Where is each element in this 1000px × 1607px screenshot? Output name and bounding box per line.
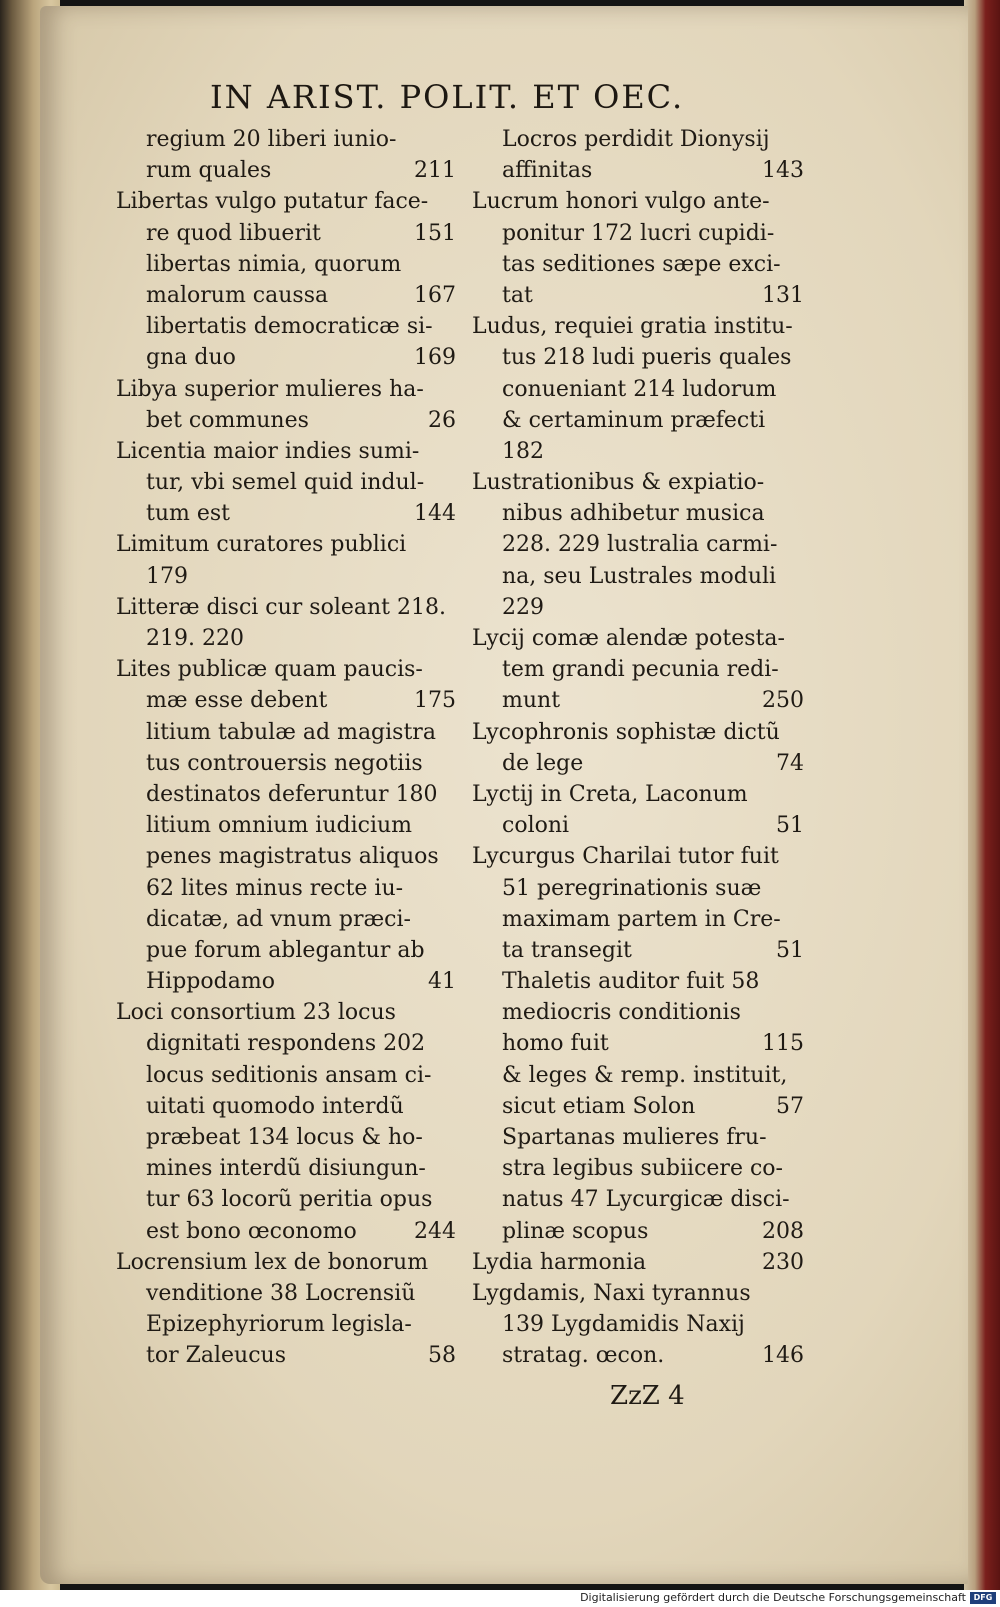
index-entry-line	[116, 1340, 456, 1371]
index-entry-line	[472, 841, 804, 872]
entry-text: destinatos deferuntur 180	[146, 781, 438, 807]
entry-text: 51 peregrinationis suæ	[502, 875, 762, 901]
index-entry-line	[472, 779, 804, 810]
index-entry-line	[116, 249, 456, 280]
index-column-right	[472, 124, 804, 1372]
entry-text: tur, vbi semel quid indul-	[146, 470, 425, 496]
index-entry-line	[472, 1060, 804, 1091]
entry-text: Locros perdidit Dionysij	[502, 127, 770, 152]
index-entry-line	[116, 966, 456, 997]
index-entry-line	[116, 654, 456, 685]
index-entry-line	[472, 810, 804, 841]
index-entry-line	[116, 904, 456, 935]
entry-text: Lucrum honori vulgo ante-	[472, 189, 770, 215]
index-entry-line	[472, 1122, 804, 1153]
index-column-left	[116, 124, 456, 1372]
index-entry-line	[472, 498, 804, 529]
index-entry-line	[116, 561, 456, 592]
entry-page-number: 58	[428, 1343, 456, 1369]
funding-credit: Digitalisierung gefördert durch die Deutsche Forschungsgemeinschaft	[580, 1591, 966, 1604]
entry-text: rum quales	[146, 158, 272, 184]
entry-text: tus 218 ludi pueris quales	[502, 345, 792, 371]
signature-mark: ZzZ 4	[610, 1381, 685, 1411]
entry-page-number: 144	[414, 501, 456, 527]
entry-text: dignitati respondens 202	[146, 1031, 426, 1057]
entry-text: coloni	[502, 813, 570, 839]
entry-page-number: 143	[762, 158, 804, 184]
entry-text: ta transegit	[502, 937, 632, 963]
entry-text: Litteræ disci cur soleant 218.	[116, 594, 446, 620]
entry-text: Lustrationibus & expiatio-	[472, 470, 765, 496]
entry-page-number: 51	[776, 937, 804, 963]
index-entry-line	[116, 1091, 456, 1122]
entry-page-number: 74	[776, 750, 804, 776]
entry-text: libertas nimia, quorum	[146, 251, 402, 277]
entry-text: na, seu Lustrales moduli	[502, 563, 777, 589]
entry-text: Locrensium lex de bonorum	[116, 1249, 429, 1275]
index-entry-line	[116, 155, 456, 186]
index-entry-line	[472, 280, 804, 311]
page-edge-cover	[964, 0, 1000, 1590]
entry-text: re quod libuerit	[146, 220, 321, 246]
entry-page-number: 167	[414, 282, 456, 308]
index-entry-line	[116, 436, 456, 467]
index-entry-line	[472, 1340, 804, 1371]
entry-text: 229	[502, 594, 544, 620]
entry-text: Lites publicæ quam paucis-	[116, 657, 423, 683]
entry-text: conueniant 214 ludorum	[502, 376, 777, 402]
entry-text: ponitur 172 lucri cupidi-	[502, 220, 775, 246]
index-entry-line	[472, 904, 804, 935]
index-entry-line	[116, 810, 456, 841]
index-entry-line	[472, 654, 804, 685]
index-entry-line	[472, 249, 804, 280]
index-entry-line	[116, 186, 456, 217]
entry-text: stra legibus subiicere co-	[502, 1156, 783, 1182]
index-entry-line	[472, 717, 804, 748]
index-entry-line	[116, 1184, 456, 1215]
entry-page-number: 41	[428, 969, 456, 995]
index-entry-line	[472, 529, 804, 560]
index-entry-line	[472, 311, 804, 342]
entry-text: nibus adhibetur musica	[502, 501, 765, 527]
index-entry-line	[116, 873, 456, 904]
entry-text: 62 lites minus recte iu-	[146, 875, 404, 901]
entry-text: affinitas	[502, 158, 593, 184]
entry-text: 182	[502, 438, 544, 464]
entry-text: litium omnium iudicium	[146, 813, 413, 839]
index-entry-line	[116, 592, 456, 623]
entry-page-number: 57	[776, 1093, 804, 1119]
index-entry-line	[116, 1309, 456, 1340]
index-entry-line	[116, 623, 456, 654]
index-entry-line	[472, 374, 804, 405]
index-entry-line	[472, 623, 804, 654]
entry-page-number: 175	[414, 688, 456, 714]
index-entry-line	[472, 873, 804, 904]
entry-text: 179	[146, 563, 188, 589]
index-entry-line	[472, 1309, 804, 1340]
index-entry-line	[116, 498, 456, 529]
entry-text: locus seditionis ansam ci-	[146, 1062, 432, 1088]
index-entry-line	[472, 685, 804, 716]
index-entry-line	[116, 685, 456, 716]
entry-text: Lycij comæ alendæ potesta-	[472, 626, 785, 651]
entry-page-number: 244	[414, 1218, 456, 1244]
entry-text: mæ esse debent	[146, 688, 328, 714]
entry-text: stratag. œcon.	[502, 1343, 665, 1369]
index-entry-line	[472, 592, 804, 623]
entry-text: Libertas vulgo putatur face-	[116, 189, 429, 215]
entry-text: regium 20 liberi iunio-	[146, 127, 397, 152]
index-entry-line	[116, 1247, 456, 1278]
index-entry-line	[116, 124, 456, 155]
entry-text: Limitum curatores publici	[116, 532, 407, 558]
entry-text: Epizephyriorum legisla-	[146, 1312, 412, 1338]
index-entry-line	[472, 342, 804, 373]
entry-text: homo fuit	[502, 1031, 609, 1057]
index-entry-line	[472, 1028, 804, 1059]
index-entry-line	[472, 218, 804, 249]
entry-text: Licentia maior indies sumi-	[116, 438, 420, 464]
entry-text: bet communes	[146, 407, 309, 433]
index-entry-line	[472, 186, 804, 217]
entry-text: litium tabulæ ad magistra	[146, 719, 436, 745]
entry-text: uitati quomodo interdũ	[146, 1093, 404, 1119]
index-entry-line	[116, 1278, 456, 1309]
entry-text: natus 47 Lycurgicæ disci-	[502, 1187, 790, 1213]
entry-page-number: 151	[414, 220, 456, 246]
entry-text: de lege	[502, 750, 584, 776]
index-entry-line	[472, 436, 804, 467]
entry-text: 139 Lygdamidis Naxij	[502, 1312, 745, 1338]
entry-text: dicatæ, ad vnum præci-	[146, 906, 411, 932]
dfg-logo: DFG	[970, 1592, 996, 1604]
entry-text: 219. 220	[146, 626, 244, 651]
index-entry-line	[116, 529, 456, 560]
entry-page-number: 208	[762, 1218, 804, 1244]
entry-page-number: 26	[428, 407, 456, 433]
entry-text: tas seditiones sæpe exci-	[502, 251, 781, 277]
entry-text: gna duo	[146, 345, 236, 371]
entry-text: Spartanas mulieres fru-	[502, 1125, 767, 1150]
index-entry-line	[116, 218, 456, 249]
entry-text: mines interdũ disiungun-	[146, 1156, 426, 1182]
entry-text: Loci consortium 23 locus	[116, 1000, 396, 1026]
entry-text: tat	[502, 282, 533, 308]
index-entry-line	[472, 1216, 804, 1247]
entry-text: præbeat 134 locus & ho-	[146, 1125, 423, 1150]
index-entry-line	[472, 561, 804, 592]
entry-text: libertatis democraticæ si-	[146, 314, 433, 340]
index-entry-line	[472, 1153, 804, 1184]
index-entry-line	[472, 997, 804, 1028]
index-entry-line	[116, 342, 456, 373]
entry-text: & leges & remp. instituit,	[502, 1062, 788, 1088]
entry-text: maximam partem in Cre-	[502, 906, 781, 932]
index-entry-line	[116, 748, 456, 779]
entry-text: tem grandi pecunia redi-	[502, 657, 779, 683]
index-entry-line	[116, 997, 456, 1028]
entry-text: munt	[502, 688, 561, 714]
index-entry-line	[116, 1060, 456, 1091]
entry-text: pue forum ablegantur ab	[146, 937, 425, 963]
index-entry-line	[116, 717, 456, 748]
entry-text: tus controuersis negotiis	[146, 750, 423, 776]
index-entry-line	[472, 467, 804, 498]
entry-text: plinæ scopus	[502, 1218, 649, 1244]
entry-text: penes magistratus aliquos	[146, 844, 439, 870]
entry-text: Thaletis auditor fuit 58	[502, 969, 760, 995]
entry-text: & certaminum præfecti	[502, 407, 766, 433]
entry-text: tor Zaleucus	[146, 1343, 287, 1369]
index-entry-line	[116, 1216, 456, 1247]
entry-text: Hippodamo	[146, 969, 275, 995]
entry-text: sicut etiam Solon	[502, 1093, 696, 1119]
index-entry-line	[472, 1247, 804, 1278]
entry-page-number: 169	[414, 345, 456, 371]
index-entry-line	[472, 935, 804, 966]
entry-page-number: 211	[414, 158, 456, 184]
entry-text: tur 63 locorũ peritia opus	[146, 1187, 433, 1213]
digitization-footer	[0, 1590, 1000, 1607]
entry-text: Lygdamis, Naxi tyrannus	[472, 1280, 751, 1306]
index-entry-line	[472, 966, 804, 997]
index-entry-line	[116, 1122, 456, 1153]
index-entry-line	[116, 841, 456, 872]
index-entry-line	[472, 1184, 804, 1215]
entry-text: est bono œconomo	[146, 1218, 357, 1244]
book-page	[40, 6, 968, 1584]
index-entry-line	[472, 1091, 804, 1122]
index-entry-line	[116, 280, 456, 311]
index-entry-line	[116, 467, 456, 498]
index-entry-line	[116, 1153, 456, 1184]
entry-page-number: 115	[762, 1031, 804, 1057]
index-entry-line	[116, 935, 456, 966]
index-entry-line	[116, 1028, 456, 1059]
entry-text: Ludus, requiei gratia institu-	[472, 314, 793, 340]
entry-page-number: 230	[762, 1249, 804, 1275]
index-entry-line	[472, 1278, 804, 1309]
entry-text: mediocris conditionis	[502, 1000, 741, 1026]
index-entry-line	[472, 748, 804, 779]
entry-text: Lydia harmonia	[472, 1249, 647, 1275]
entry-text: Libya superior mulieres ha-	[116, 376, 424, 402]
entry-text: tum est	[146, 501, 231, 527]
entry-page-number: 131	[762, 282, 804, 308]
entry-text: venditione 38 Locrensiũ	[146, 1280, 416, 1306]
entry-page-number: 51	[776, 813, 804, 839]
entry-page-number: 250	[762, 688, 804, 714]
index-entry-line	[472, 124, 804, 155]
running-header: IN ARIST. POLIT. ET OEC.	[210, 78, 685, 116]
index-entry-line	[472, 155, 804, 186]
index-entry-line	[116, 374, 456, 405]
entry-text: Lyctij in Creta, Laconum	[472, 781, 748, 807]
entry-page-number: 146	[762, 1343, 804, 1369]
index-entry-line	[116, 311, 456, 342]
entry-text: Lycophronis sophistæ dictũ	[472, 719, 780, 745]
entry-text: malorum caussa	[146, 282, 329, 308]
index-entry-line	[116, 405, 456, 436]
entry-text: Lycurgus Charilai tutor fuit	[472, 844, 779, 870]
index-entry-line	[472, 405, 804, 436]
entry-text: 228. 229 lustralia carmi-	[502, 532, 778, 558]
index-entry-line	[116, 779, 456, 810]
